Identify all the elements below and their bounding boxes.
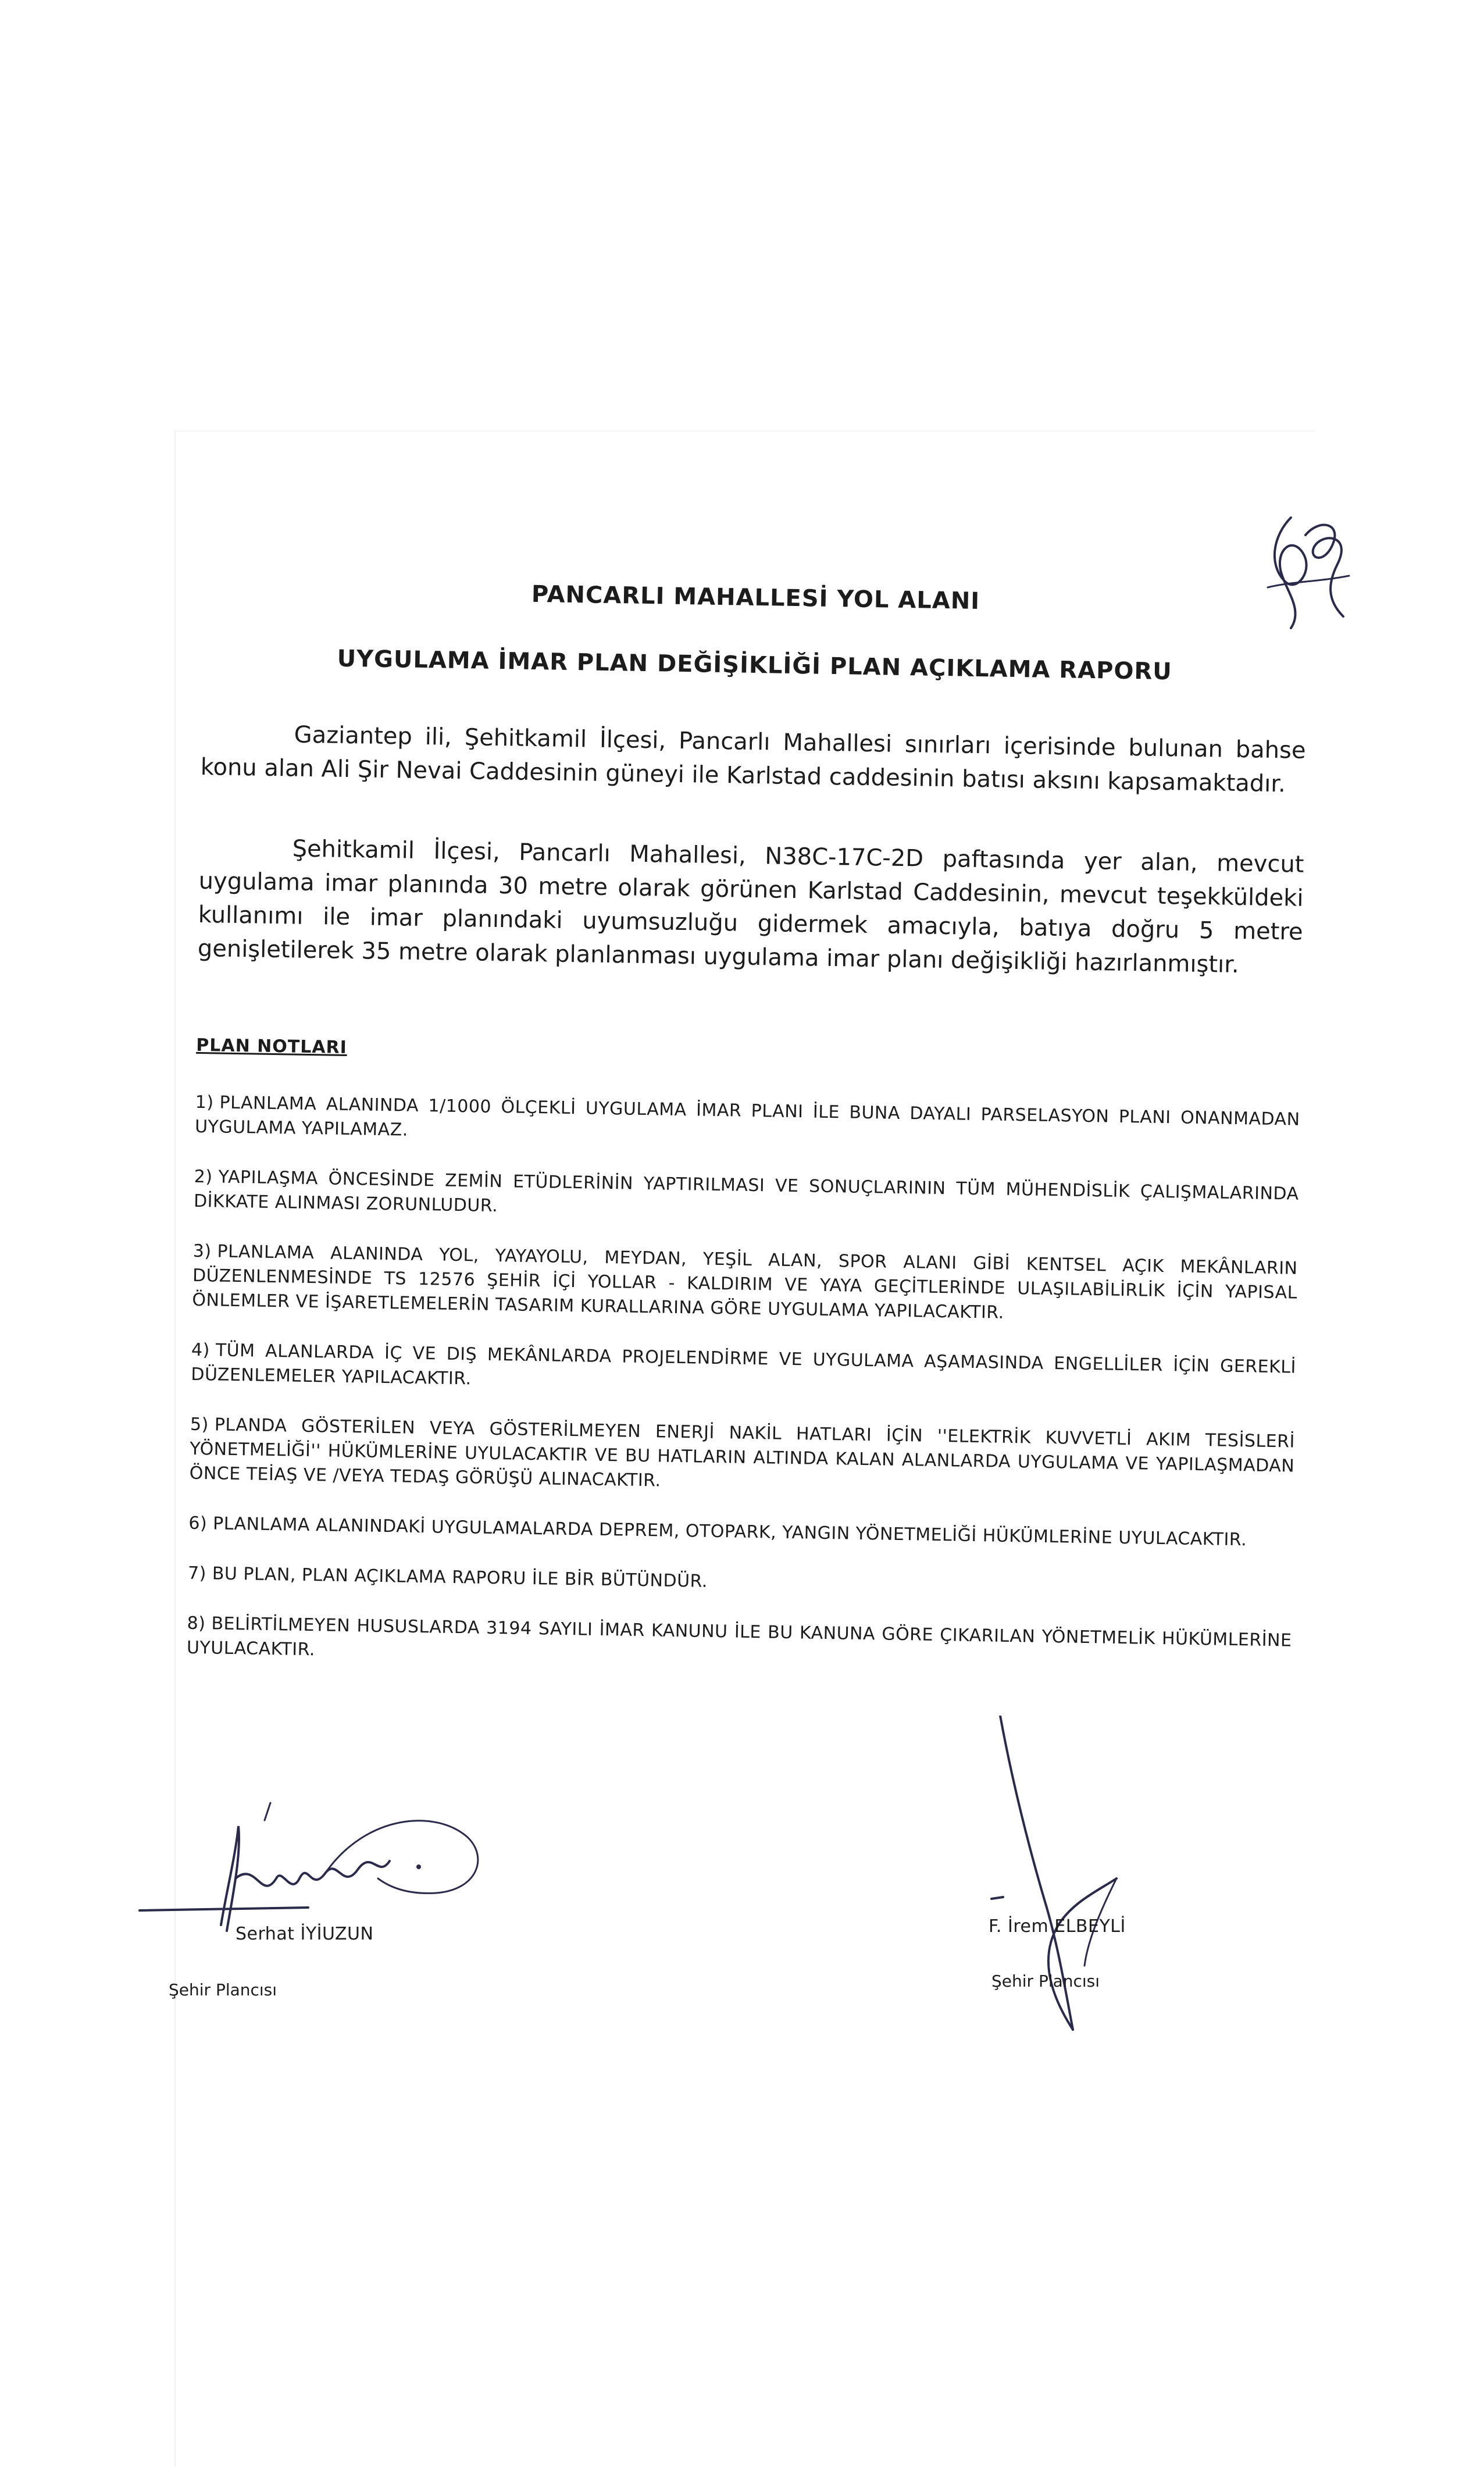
note-number: 6) <box>188 1513 208 1534</box>
note-number: 2) <box>194 1166 213 1188</box>
note-number: 8) <box>187 1613 206 1634</box>
plan-notes-heading: PLAN NOTLARI <box>196 1035 348 1058</box>
plan-notes-list <box>187 1090 1300 1678</box>
note-text: PLANLAMA ALANINDA 1/1000 ÖLÇEKLİ UYGULAMA İMAR PLANI İLE BUNA DAYALI PARSELASYON PLANI ONANMADAN UYGULAMA YAPILAMAZ. <box>194 1092 1300 1140</box>
plan-note-1 <box>195 1090 1300 1157</box>
paragraph-location: Gaziantep ili, Şehitkamil İlçesi, Pancarlı Mahallesi sınırları içerisinde bulunan bahse konu alan Ali Şir Nevai Caddesinin güneyi ile Karlstad caddesinin batısı aksını kapsamaktadır. <box>200 721 1306 798</box>
plan-note-4 <box>191 1338 1296 1404</box>
note-text: BU PLAN, PLAN AÇIKLAMA RAPORU İLE BİR BÜTÜNDÜR. <box>212 1563 708 1592</box>
plan-note-8 <box>187 1612 1292 1678</box>
note-number: 5) <box>190 1414 209 1435</box>
plan-note-7 <box>188 1562 1293 1603</box>
note-text: YAPILAŞMA ÖNCESİNDE ZEMİN ETÜDLERİNİN YAPTIRILMASI VE SONUÇLARININ TÜM MÜHENDİSLİK ÇALIŞMALARINDA DİKKATE ALINMASI ZORUNLUDUR. <box>193 1167 1299 1217</box>
note-number: 7) <box>187 1563 207 1584</box>
plan-note-2 <box>194 1165 1299 1231</box>
note-text: PLANDA GÖSTERİLEN VEYA GÖSTERİLMEYEN ENERJİ NAKİL HATLARI İÇİN ''ELEKTRİK KUVVETLİ AKIM TESİSLERİ YÖNETMELİĞİ'' HÜKÜMLERİNE UYULACAKTIR VE BU HATLARIN ALTINDA KALAN ALANLARDA UYGULAMA VE YAPILAŞMADAN ÖNCE TEİAŞ VE /VEYA TEDAŞ GÖRÜŞÜ ALINACAKTIR. <box>189 1414 1296 1491</box>
signature-right <box>872 1716 1221 2041</box>
note-number: 1) <box>195 1092 214 1113</box>
note-text: BELİRTİLMEYEN HUSUSLARDA 3194 SAYILI İMAR KANUNU İLE BU KANUNA GÖRE ÇIKARILAN YÖNETMELİK HÜKÜMLERİNE UYULACAKTIR. <box>186 1613 1292 1660</box>
note-number: 3) <box>192 1240 212 1262</box>
report-content <box>186 576 1308 1703</box>
report-title-line-2: UYGULAMA İMAR PLAN DEĞİŞİKLİĞİ PLAN AÇIKLAMA RAPORU <box>337 645 1173 686</box>
left-signer-title: Şehir Plancısı <box>169 1980 277 1999</box>
report-title-line-1: PANCARLI MAHALLESİ YOL ALANI <box>531 580 980 615</box>
signature-block <box>134 1791 1326 2094</box>
note-text: PLANLAMA ALANINDA YOL, YAYAYOLU, MEYDAN, YEŞİL ALAN, SPOR ALANI GİBİ KENTSEL AÇIK MEKÂNLARIN DÜZENLENMESİNDE TS 12576 ŞEHİR İÇİ YOLLAR - KALDIRIM VE YAYA GEÇİTLERİNDE ULAŞILABİLİRLİK İÇİN YAPISAL ÖNLEMLER VE İŞARETLEMELERİN TASARIM KURALLARINA GÖRE UYGULAMA YAPILACAKTIR. <box>192 1241 1298 1323</box>
plan-note-6 <box>188 1511 1293 1553</box>
paragraph-purpose: Şehitkamil İlçesi, Pancarlı Mahallesi, N38C-17C-2D paftasında yer alan, mevcut uygulama imar planında 30 metre olarak görünen Karlstad Caddesinin, mevcut teşekküldeki kullanımı ile imar planındaki uyumsuzluğu gidermek amacıyla, batıya doğru 5 metre genişletilerek 35 metre olarak planlanması uygulama imar planı değişikliği hazırlanmıştır. <box>197 835 1304 979</box>
left-signer-name: Serhat İYİUZUN <box>236 1924 374 1944</box>
right-signer-name: F. İrem ELBEYLİ <box>989 1916 1126 1937</box>
plan-note-5 <box>189 1413 1295 1503</box>
note-number: 4) <box>191 1339 211 1361</box>
note-text: PLANLAMA ALANINDAKİ UYGULAMALARDA DEPREM, OTOPARK, YANGIN YÖNETMELİĞİ HÜKÜMLERİNE UYULACAKTIR. <box>212 1513 1247 1550</box>
plan-note-3 <box>192 1239 1298 1330</box>
right-signature-icon <box>872 1716 1221 2041</box>
signature-left <box>134 1791 541 2035</box>
note-text: TÜM ALANLARDA İÇ VE DIŞ MEKÂNLARDA PROJELENDİRME VE UYGULAMA AŞAMASINDA ENGELLİLER İÇİN GEREKLİ DÜZENLEMELER YAPILACAKTIR. <box>191 1340 1297 1389</box>
right-signer-title: Şehir Plancısı <box>991 1972 1100 1991</box>
